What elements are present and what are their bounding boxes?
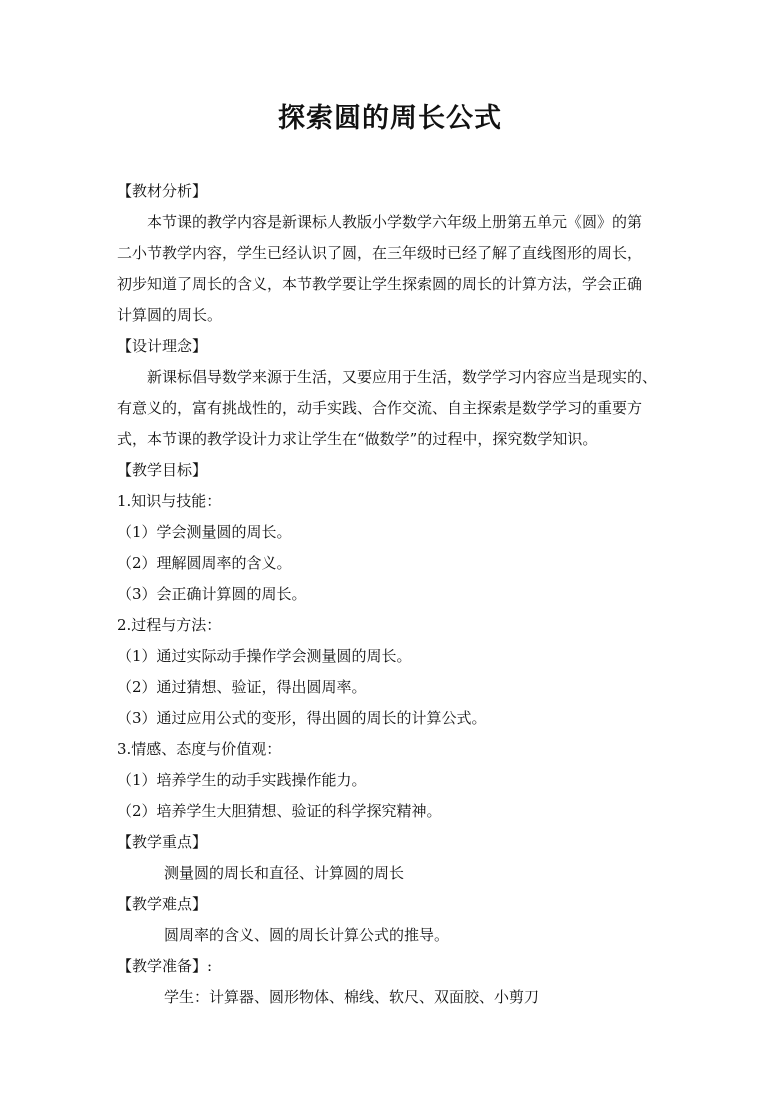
key-points-text: 测量圆的周长和直径、计算圆的周长 — [164, 864, 405, 882]
paragraph-line: 有意义的，富有挑战性的，动手实践、合作交流、自主探索是数学学习的重要方 — [117, 399, 643, 417]
section-heading-key-points: 【教学重点】 — [117, 833, 208, 851]
document-title: 探索圆的周长公式 — [278, 103, 502, 134]
goal-item: （2）通过猜想、验证，得出圆周率。 — [117, 678, 367, 696]
paragraph-line: 计算圆的周长。 — [117, 306, 223, 324]
paragraph-line: 本节课的教学内容是新课标人教版小学数学六年级上册第五单元《圆》的第 — [147, 213, 643, 231]
preparation-text: 学生：计算器、圆形物体、棉线、软尺、双面胶、小剪刀 — [164, 988, 540, 1006]
section-heading-goals: 【教学目标】 — [117, 461, 208, 479]
document-body — [117, 176, 663, 1013]
section-heading-preparation: 【教学准备】: — [117, 957, 213, 975]
goal-item: （2）理解圆周率的含义。 — [117, 554, 292, 572]
difficulties-text: 圆周率的含义、圆的周长计算公式的推导。 — [164, 926, 450, 944]
paragraph-line: 新课标倡导数学来源于生活，又要应用于生活，数学学习内容应当是现实的、 — [147, 368, 658, 386]
goal-group-label: 2.过程与方法： — [117, 616, 222, 634]
goal-item: （3）会正确计算圆的周长。 — [117, 585, 307, 603]
goal-item: （1）培养学生的动手实践操作能力。 — [117, 771, 367, 789]
section-heading-analysis: 【教材分析】 — [117, 182, 208, 200]
paragraph-line: 初步知道了周长的含义，本节教学要让学生探索圆的周长的计算方法，学会正确 — [117, 275, 643, 293]
goal-item: （1）通过实际动手操作学会测量圆的周长。 — [117, 647, 412, 665]
goal-group-label: 1.知识与技能： — [117, 492, 222, 510]
paragraph-line: 式，本节课的教学设计力求让学生在“做数学”的过程中，探究数学知识。 — [117, 430, 598, 448]
section-heading-concept: 【设计理念】 — [117, 337, 208, 355]
goal-item: （1）学会测量圆的周长。 — [117, 523, 292, 541]
goal-item: （3）通过应用公式的变形，得出圆的周长的计算公式。 — [117, 709, 487, 727]
goal-group-label: 3.情感、态度与价值观： — [117, 740, 282, 758]
goal-item: （2）培养学生大胆猜想、验证的科学探究精神。 — [117, 802, 442, 820]
section-heading-difficulties: 【教学难点】 — [117, 895, 208, 913]
paragraph-line: 二小节教学内容，学生已经认识了圆，在三年级时已经了解了直线图形的周长， — [117, 244, 643, 262]
